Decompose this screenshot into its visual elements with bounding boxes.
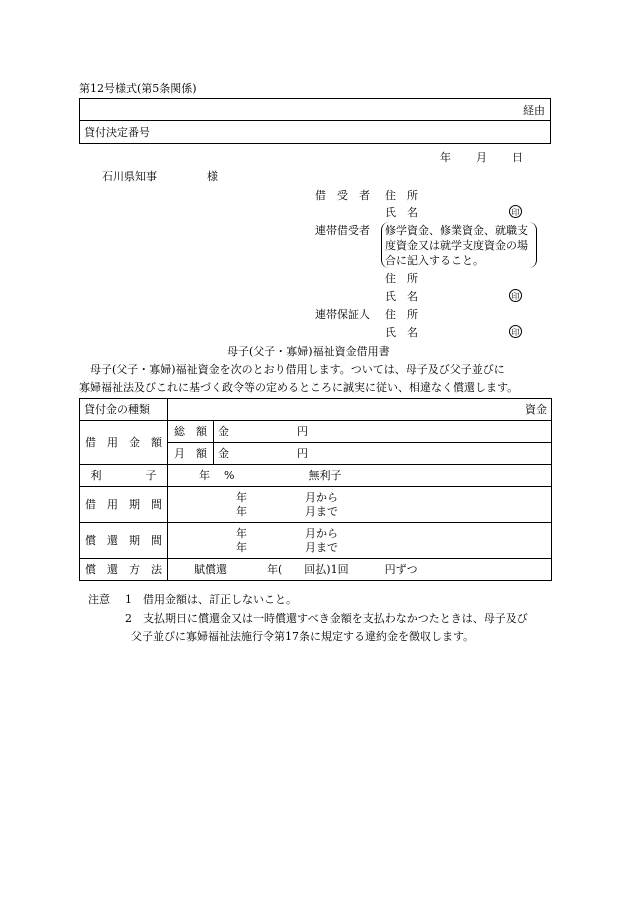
guarantor-role: 連帯保証人 <box>315 308 370 321</box>
note-1-number: 1 <box>125 593 132 606</box>
repayment-period-from-month: 月から <box>305 526 338 540</box>
notes-label: 注意 <box>88 593 110 606</box>
joint-borrower-name-label: 氏 名 <box>385 290 418 303</box>
guarantor-address-label: 住 所 <box>385 308 418 321</box>
loan-decision-number-box[interactable] <box>79 120 551 144</box>
row-loan-amount-total <box>80 421 552 443</box>
monthly-amount-cell[interactable] <box>214 443 552 465</box>
repayment-period-to-month: 月まで <box>305 540 338 554</box>
total-yen: 円 <box>297 424 308 438</box>
loan-period-cell[interactable] <box>168 487 552 523</box>
preamble-line-1: 母子(父子・寡婦)福祉資金を次のとおり借用します。ついては、母子及び父子並びに <box>90 363 505 376</box>
joint-borrower-address-label: 住 所 <box>385 272 418 285</box>
loan-details-table <box>79 398 552 581</box>
interest-percent: % <box>224 468 235 482</box>
via-box <box>79 98 551 121</box>
borrower-role: 借 受 者 <box>315 189 370 202</box>
preamble-line-2: 寡婦福祉法及びこれに基づく政令等の定めるところに誠実に従い、相違なく償還します。 <box>79 381 519 394</box>
yen-each: 円ずつ <box>384 562 418 576</box>
loan-period-label: 借 用 期 間 <box>80 487 168 523</box>
loan-amount-label: 借 用 金 額 <box>80 421 168 465</box>
interest-cell[interactable] <box>168 465 552 487</box>
loan-decision-number-label: 貸付決定番号 <box>84 126 150 139</box>
guarantor-name-label: 氏 名 <box>385 326 418 339</box>
fund-type-label: 貸付金の種類 <box>80 399 168 421</box>
joint-borrower-seal-icon: 印 <box>509 289 522 302</box>
interest-year: 年 <box>199 468 210 482</box>
loan-period-from-month: 月から <box>305 490 338 504</box>
installment-label: 賦償還 <box>194 562 227 576</box>
joint-borrower-note: 修学資金、修業資金、就職支度資金又は就学支度資金の場合に記入すること。 <box>385 224 528 267</box>
loan-period-to-month: 月まで <box>305 504 338 518</box>
via-label: 経由 <box>523 104 545 117</box>
note-2-number: 2 <box>125 612 132 625</box>
fund-suffix: 資金 <box>525 402 547 416</box>
repayment-period-cell[interactable] <box>168 523 552 559</box>
row-fund-type <box>80 399 552 421</box>
date-year: 年 <box>440 151 451 164</box>
form-id: 第12号様式(第5条関係) <box>79 82 197 95</box>
borrower-seal-icon: 印 <box>509 205 522 218</box>
monthly-kin: 金 <box>218 446 229 460</box>
repayment-period-from-year: 年 <box>236 526 247 540</box>
guarantor-seal-icon: 印 <box>509 325 522 338</box>
total-label: 総 額 <box>168 421 214 443</box>
borrower-address-label: 住 所 <box>385 189 418 202</box>
note-2-line-2: 父子並びに寡婦福祉法施行令第17条に規定する違約金を徴収します。 <box>131 630 475 643</box>
annual-times: 年( 回払)1回 <box>267 562 349 576</box>
note-1-text: 借用金額は、訂正しないこと。 <box>143 593 297 606</box>
interest-free: 無利子 <box>308 468 342 482</box>
note-2-line-1: 支払期日に償還金又は一時償還すべき金額を支払わなかつたときは、母子及び <box>143 612 528 625</box>
repayment-period-label: 償 還 期 間 <box>80 523 168 559</box>
loan-period-from-year: 年 <box>236 490 247 504</box>
repayment-period-to-year: 年 <box>236 540 247 554</box>
date-day: 日 <box>512 151 523 164</box>
document-title: 母子(父子・寡婦)福祉資金借用書 <box>227 345 390 358</box>
row-interest <box>80 465 552 487</box>
joint-borrower-role: 連帯借受者 <box>315 224 370 237</box>
monthly-yen: 円 <box>297 446 308 460</box>
date-month: 月 <box>476 151 487 164</box>
total-amount-cell[interactable] <box>214 421 552 443</box>
repayment-method-cell[interactable] <box>168 559 552 581</box>
row-repayment-method <box>80 559 552 581</box>
loan-period-to-year: 年 <box>236 504 247 518</box>
fund-type-value[interactable] <box>168 399 552 421</box>
row-repayment-period <box>80 523 552 559</box>
monthly-label: 月 額 <box>168 443 214 465</box>
interest-label: 利 子 <box>80 465 168 487</box>
row-loan-period <box>80 487 552 523</box>
borrower-name-label: 氏 名 <box>385 206 418 219</box>
addressee-name: 石川県知事 <box>102 170 157 183</box>
total-kin: 金 <box>218 424 229 438</box>
repayment-method-label: 償 還 方 法 <box>80 559 168 581</box>
addressee-honorific: 様 <box>207 170 218 183</box>
